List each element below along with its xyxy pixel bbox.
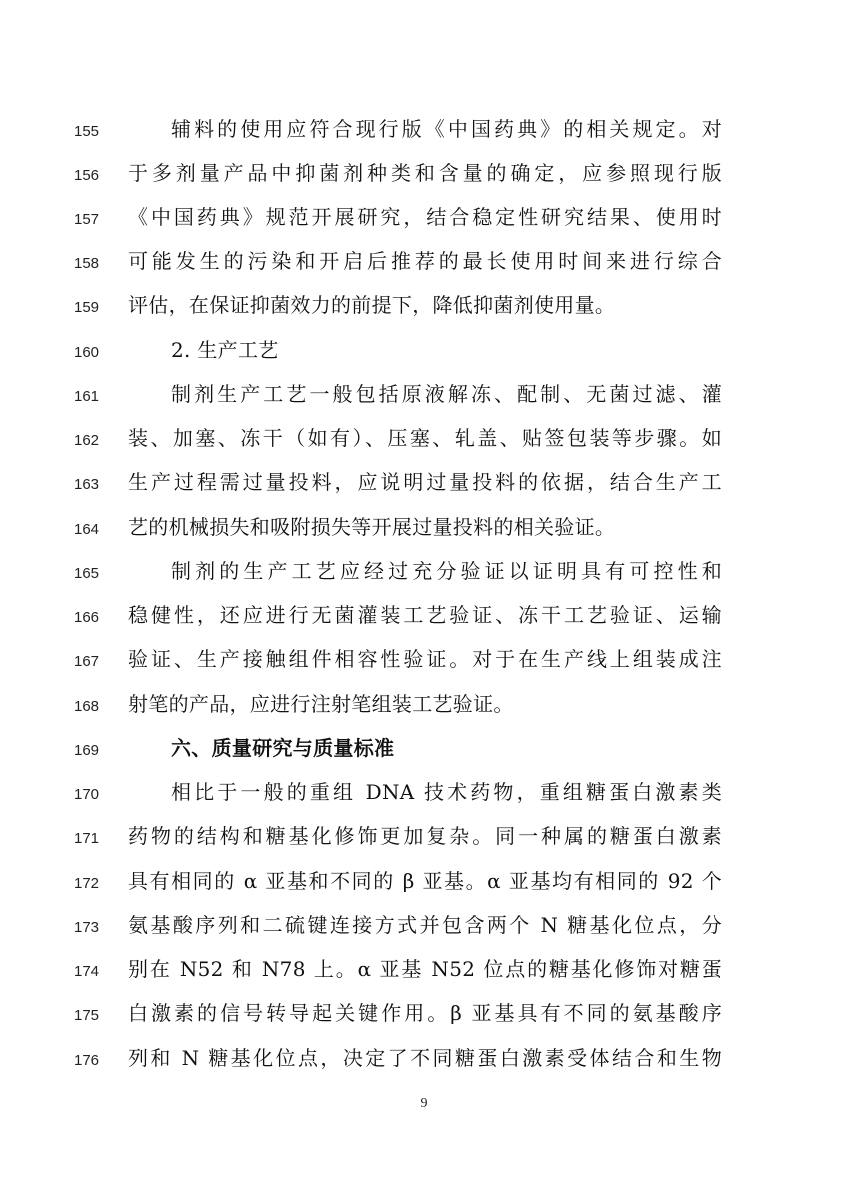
text-line bbox=[0, 467, 848, 497]
text-line bbox=[0, 910, 848, 940]
line-number: 168 bbox=[74, 698, 100, 715]
line-number: 163 bbox=[74, 476, 100, 493]
line-number: 156 bbox=[74, 167, 100, 184]
line-text: 艺的机械损失和吸附损失等开展过量投料的相关验证。 bbox=[128, 515, 616, 539]
text-line bbox=[0, 556, 848, 586]
line-number: 165 bbox=[74, 565, 100, 582]
line-number: 171 bbox=[74, 830, 100, 847]
text-line bbox=[0, 512, 848, 542]
line-number: 167 bbox=[74, 653, 100, 670]
line-number: 166 bbox=[74, 609, 100, 626]
text-line bbox=[0, 644, 848, 674]
text-line bbox=[0, 866, 848, 896]
line-number: 164 bbox=[74, 521, 100, 538]
line-number: 173 bbox=[74, 919, 100, 936]
line-text: 装、加塞、冻干（如有）、压塞、轧盖、贴签包装等步骤。如 bbox=[128, 426, 722, 450]
line-text: 辅料的使用应符合现行版《中国药典》的相关规定。对 bbox=[171, 117, 722, 141]
page-number: 9 bbox=[420, 1096, 428, 1111]
line-number: 157 bbox=[74, 211, 100, 228]
line-number: 159 bbox=[74, 299, 100, 316]
text-line bbox=[0, 114, 848, 144]
text-line bbox=[0, 600, 848, 630]
line-number: 175 bbox=[74, 1007, 100, 1024]
line-number: 160 bbox=[74, 344, 100, 361]
text-line bbox=[0, 158, 848, 188]
line-number: 161 bbox=[74, 388, 100, 405]
line-number: 158 bbox=[74, 255, 100, 272]
line-text: 稳健性，还应进行无菌灌装工艺验证、冻干工艺验证、运输 bbox=[128, 603, 722, 627]
line-text: 评估，在保证抑菌效力的前提下，降低抑菌剂使用量。 bbox=[128, 293, 616, 317]
line-number: 176 bbox=[74, 1052, 100, 1069]
line-text: 《中国药典》规范开展研究，结合稳定性研究结果、使用时 bbox=[128, 205, 722, 229]
text-line bbox=[0, 954, 848, 984]
line-text: 可能发生的污染和开启后推荐的最长使用时间来进行综合 bbox=[128, 249, 722, 273]
text-line bbox=[0, 423, 848, 453]
text-line bbox=[0, 246, 848, 276]
text-line bbox=[0, 379, 848, 409]
line-text: 相比于一般的重组 DNA 技术药物，重组糖蛋白激素类 bbox=[171, 780, 722, 804]
line-text: 生产过程需过量投料，应说明过量投料的依据，结合生产工 bbox=[128, 470, 722, 494]
line-text: 射笔的产品，应进行注射笔组装工艺验证。 bbox=[128, 692, 514, 716]
text-line bbox=[0, 689, 848, 719]
text-line bbox=[0, 202, 848, 232]
line-text: 制剂的生产工艺应经过充分验证以证明具有可控性和 bbox=[171, 559, 722, 583]
line-text: 验证、生产接触组件相容性验证。对于在生产线上组装成注 bbox=[128, 647, 722, 671]
line-text: 药物的结构和糖基化修饰更加复杂。同一种属的糖蛋白激素 bbox=[128, 824, 722, 848]
text-line bbox=[0, 733, 848, 763]
line-text: 于多剂量产品中抑菌剂种类和含量的确定，应参照现行版 bbox=[128, 161, 722, 185]
line-number: 155 bbox=[74, 123, 100, 140]
line-text: 列和 N 糖基化位点，决定了不同糖蛋白激素受体结合和生物 bbox=[128, 1046, 722, 1070]
section-heading: 2. 生产工艺 bbox=[171, 338, 279, 362]
line-text: 别在 N52 和 N78 上。α 亚基 N52 位点的糖基化修饰对糖蛋 bbox=[128, 957, 722, 981]
text-line bbox=[0, 335, 848, 365]
text-line bbox=[0, 821, 848, 851]
text-line bbox=[0, 777, 848, 807]
line-text: 制剂生产工艺一般包括原液解冻、配制、无菌过滤、灌 bbox=[171, 382, 722, 406]
line-text: 氨基酸序列和二硫键连接方式并包含两个 N 糖基化位点，分 bbox=[128, 913, 722, 937]
line-number: 174 bbox=[74, 963, 100, 980]
line-number: 170 bbox=[74, 786, 100, 803]
line-number: 169 bbox=[74, 742, 100, 759]
line-text: 具有相同的 α 亚基和不同的 β 亚基。α 亚基均有相同的 92 个 bbox=[128, 869, 722, 893]
section-heading: 六、质量研究与质量标准 bbox=[171, 736, 395, 760]
line-text: 白激素的信号转导起关键作用。β 亚基具有不同的氨基酸序 bbox=[128, 1001, 722, 1025]
text-line bbox=[0, 1043, 848, 1073]
text-line bbox=[0, 290, 848, 320]
line-number: 172 bbox=[74, 875, 100, 892]
text-line bbox=[0, 998, 848, 1028]
line-number: 162 bbox=[74, 432, 100, 449]
